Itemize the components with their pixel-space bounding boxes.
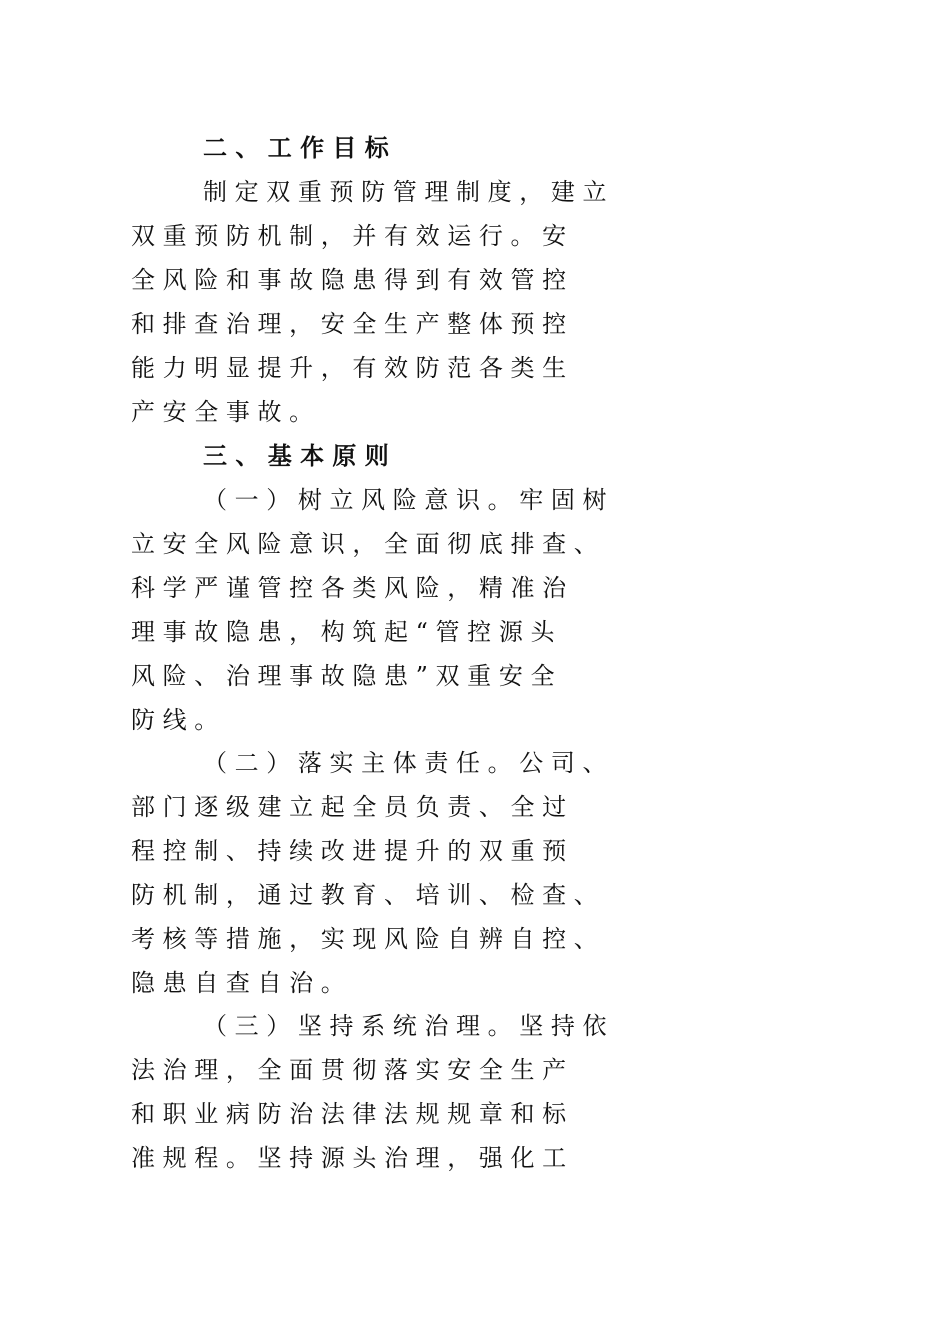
paragraph-line: 部 门 逐 级 建 立 起 全 员 负 责 、 全 过: [131, 793, 567, 821]
paragraph-line: 防 机 制 ， 通 过 教 育 、 培 训 、 检 查 、: [131, 881, 598, 909]
paragraph-line: （ 一 ） 树 立 风 险 意 识 。 牢 固 树: [203, 486, 607, 514]
section-heading-basic-principles: 三 、 基 本 原 则: [203, 441, 389, 470]
paragraph-line: 准 规 程 。 坚 持 源 头 治 理 ， 强 化 工: [131, 1144, 567, 1172]
section-heading-work-goals: 二 、 工 作 目 标: [203, 133, 389, 162]
paragraph-line: 和 职 业 病 防 治 法 律 法 规 规 章 和 标: [131, 1100, 567, 1128]
paragraph-line: （ 二 ） 落 实 主 体 责 任 。 公 司 、: [203, 749, 607, 777]
paragraph-line: 隐 患 自 查 自 治 。: [131, 969, 345, 997]
paragraph-line: 产 安 全 事 故 。: [131, 398, 314, 426]
paragraph-line: 全 风 险 和 事 故 隐 患 得 到 有 效 管 控: [131, 266, 567, 294]
paragraph-line: 风 险 、 治 理 事 故 隐 患 ” 双 重 安 全: [131, 662, 555, 690]
paragraph-line: （ 三 ） 坚 持 系 统 治 理 。 坚 持 依: [203, 1012, 607, 1040]
paragraph-line: 和 排 查 治 理 ， 安 全 生 产 整 体 预 控: [131, 310, 567, 338]
paragraph-line: 理 事 故 隐 患 ， 构 筑 起 “ 管 控 源 头: [131, 618, 555, 646]
paragraph-line: 防 线 。: [131, 706, 219, 734]
paragraph-line: 程 控 制 、 持 续 改 进 提 升 的 双 重 预: [131, 837, 567, 865]
paragraph-line: 科 学 严 谨 管 控 各 类 风 险 ， 精 准 治: [131, 574, 567, 602]
paragraph-line: 能 力 明 显 提 升 ， 有 效 防 范 各 类 生: [131, 354, 567, 382]
paragraph-line: 双 重 预 防 机 制 ， 并 有 效 运 行 。 安: [131, 222, 567, 250]
paragraph-line: 考 核 等 措 施 ， 实 现 风 险 自 辨 自 控 、: [131, 925, 598, 953]
paragraph-line: 制 定 双 重 预 防 管 理 制 度 ， 建 立: [203, 178, 607, 206]
paragraph-line: 法 治 理 ， 全 面 贯 彻 落 实 安 全 生 产: [131, 1056, 567, 1084]
paragraph-line: 立 安 全 风 险 意 识 ， 全 面 彻 底 排 查 、: [131, 530, 598, 558]
